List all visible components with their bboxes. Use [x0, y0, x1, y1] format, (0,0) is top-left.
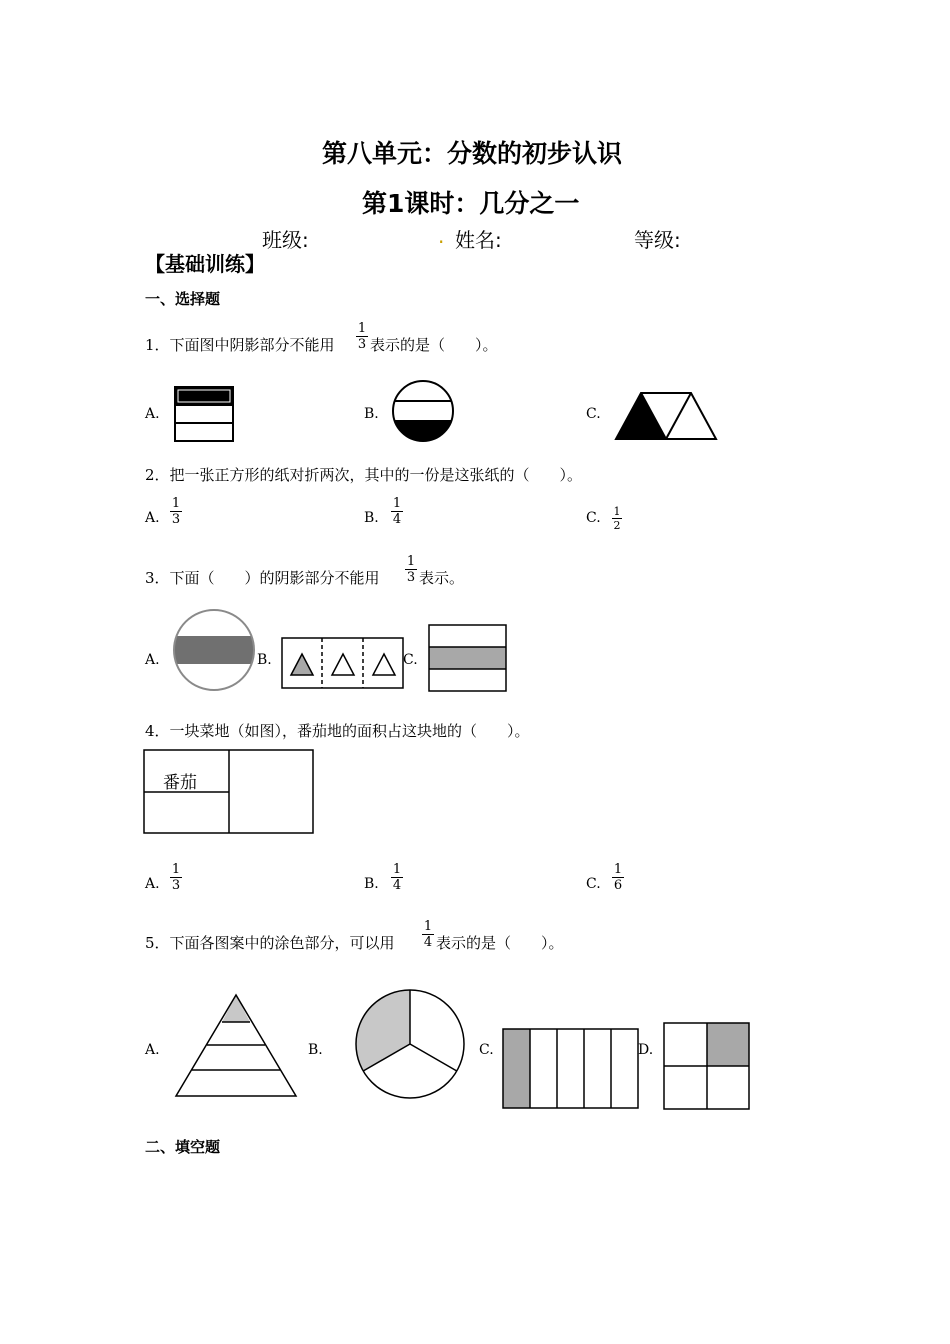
q5-option-b[interactable]: B.: [308, 1042, 323, 1058]
q2-option-a-label[interactable]: A.: [145, 510, 160, 526]
q2-b-denominator: 4: [392, 512, 402, 527]
q4-c-numerator: 1: [613, 862, 623, 877]
q4-option-c-fraction: [612, 863, 624, 892]
page-title: 第八单元：分数的初步认识: [322, 139, 623, 168]
q4-b-denominator: 4: [392, 878, 402, 893]
name-label: 姓名:: [455, 228, 502, 252]
q1-figure-b: [392, 380, 456, 444]
part2-title: 二、填空题: [145, 1138, 221, 1156]
q4-option-a-fraction: [170, 863, 182, 892]
q3-frac-numerator: 1: [406, 554, 416, 569]
q5-figure-d: [663, 1022, 751, 1110]
q4-option-c-label[interactable]: C.: [586, 876, 601, 892]
q3-b-shaded-triangle: [291, 654, 313, 675]
q1-option-b[interactable]: B.: [364, 406, 379, 422]
q2-option-c-label[interactable]: C.: [586, 510, 601, 526]
q3-frac-denominator: 3: [406, 570, 416, 585]
q2-a-numerator: 1: [171, 496, 181, 511]
q5-frac-denominator: 4: [423, 935, 433, 950]
q2-text: 2．把一张正方形的纸对折两次，其中的一份是这张纸的（ ）。: [145, 466, 583, 484]
q3-figure-c: [428, 624, 508, 692]
q1-fraction: [356, 322, 368, 351]
q3-option-b[interactable]: B.: [257, 652, 272, 668]
q1-figure-a: [174, 386, 236, 442]
q2-option-b-label[interactable]: B.: [364, 510, 379, 526]
class-label: 班级:: [262, 228, 309, 252]
separator-dot: .: [438, 224, 445, 248]
q2-option-c-fraction: [612, 506, 622, 531]
q3-figure-b: [281, 637, 405, 689]
q4-a-denominator: 3: [171, 878, 181, 893]
q4-text: 4．一块菜地（如图），番茄地的面积占这块地的（ ）。: [145, 722, 530, 740]
q4-tomato-label: 番茄: [163, 773, 197, 793]
q1-text-before: 1．下面图中阴影部分不能用: [145, 336, 335, 354]
q5-text-after: 表示的是（ ）。: [436, 934, 564, 952]
q1-text-after: 表示的是（ ）。: [370, 336, 498, 354]
q1-option-c[interactable]: C.: [586, 406, 601, 422]
q3-fraction: [405, 555, 417, 584]
q3-c-shaded-strip: [429, 647, 506, 669]
q3-a-shaded-band: [173, 636, 257, 664]
q3-text-before: 3．下面（ ）的阴影部分不能用: [145, 569, 380, 587]
q5-fraction: [422, 920, 434, 949]
q2-b-numerator: 1: [392, 496, 402, 511]
q5-text-before: 5．下面各图案中的涂色部分，可以用: [145, 934, 395, 952]
q5-option-c[interactable]: C.: [479, 1042, 494, 1058]
q5-d-shaded-quarter: [707, 1023, 749, 1066]
q2-option-b-fraction: [391, 497, 403, 526]
q5-frac-numerator: 1: [423, 919, 433, 934]
q4-c-denominator: 6: [613, 878, 623, 893]
q3-text-after: 表示。: [419, 569, 465, 587]
q2-option-a-fraction: [170, 497, 182, 526]
q4-a-numerator: 1: [171, 862, 181, 877]
q1-frac-denominator: 3: [357, 337, 367, 352]
q2-c-numerator: 1: [613, 505, 621, 518]
q1-frac-numerator: 1: [357, 321, 367, 336]
q4-option-a-label[interactable]: A.: [145, 876, 160, 892]
q4-option-b-fraction: [391, 863, 403, 892]
part1-title: 一、选择题: [145, 290, 221, 308]
q5-figure-c: [502, 1028, 640, 1110]
q5-option-a[interactable]: A.: [145, 1042, 160, 1058]
grade-label: 等级:: [634, 228, 681, 252]
q4-b-numerator: 1: [392, 862, 402, 877]
q5-a-shaded-top: [222, 995, 250, 1022]
q1-option-a[interactable]: A.: [145, 406, 160, 422]
q3-option-a[interactable]: A.: [145, 652, 160, 668]
section-basic-training: 【基础训练】: [145, 252, 265, 276]
q2-a-denominator: 3: [171, 512, 181, 527]
q2-c-denominator: 2: [613, 519, 621, 532]
q5-figure-a: [174, 994, 298, 1098]
q4-option-b-label[interactable]: B.: [364, 876, 379, 892]
q3-option-c[interactable]: C.: [403, 652, 418, 668]
lesson-title: 第1课时：几分之一: [362, 189, 580, 218]
q5-option-d[interactable]: D.: [638, 1042, 654, 1058]
q5-figure-b: [354, 988, 468, 1102]
q1-c-shaded-triangle: [616, 393, 666, 439]
q3-figure-a: [173, 609, 257, 693]
q5-c-shaded-column: [503, 1029, 530, 1108]
q1-figure-c: [615, 392, 717, 440]
